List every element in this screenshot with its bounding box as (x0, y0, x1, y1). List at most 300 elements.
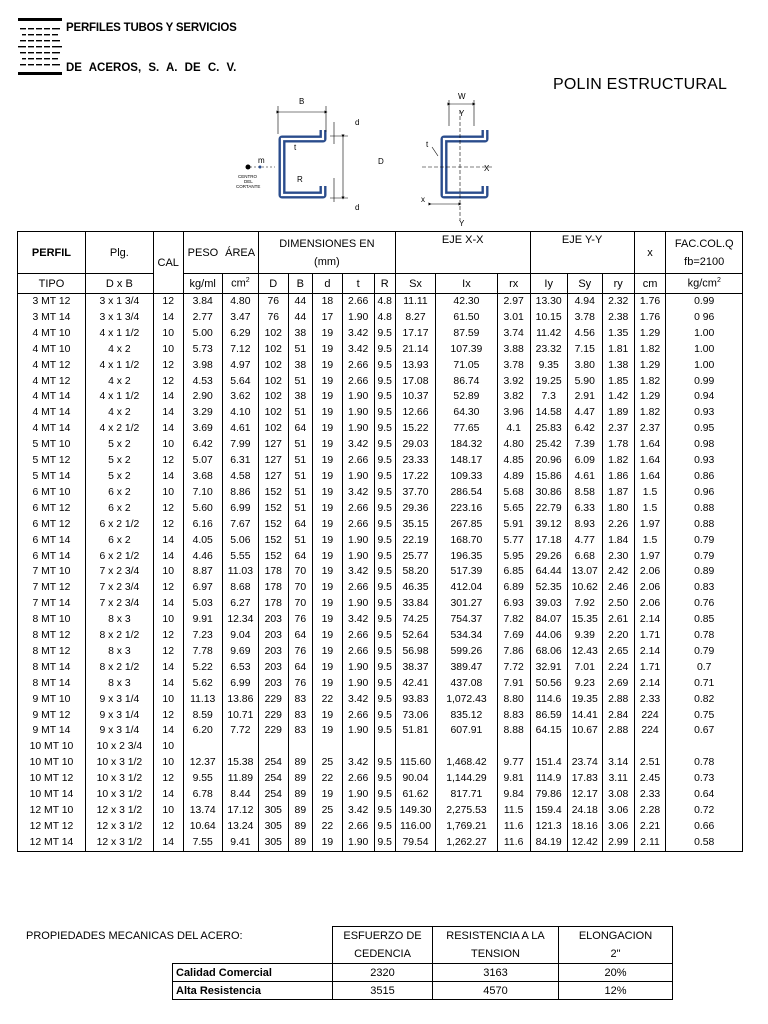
cell-R: 9.5 (374, 676, 395, 692)
cell-fac: 0 96 (666, 310, 743, 326)
cell-Sy: 23.74 (567, 755, 602, 771)
cell-rx: 9.77 (497, 755, 530, 771)
cell-D: 178 (258, 564, 288, 580)
cell-dxb: 4 x 2 (85, 405, 153, 421)
cell-B: 44 (288, 310, 312, 326)
cell-fac: 0.93 (666, 405, 743, 421)
cell-Sy: 10.67 (567, 723, 602, 739)
cell-x: 2.37 (634, 421, 666, 437)
cell-peso: 7.55 (183, 835, 222, 851)
cell-area: 5.55 (222, 549, 258, 565)
cell-t: 3.42 (342, 755, 374, 771)
cell-Sy: 4.77 (567, 533, 602, 549)
cell-D: 152 (258, 517, 288, 533)
cell-dxb: 8 x 2 1/2 (85, 628, 153, 644)
cell-fac: 0.75 (666, 708, 743, 724)
cell-B: 38 (288, 358, 312, 374)
cell-dxb: 12 x 3 1/2 (85, 819, 153, 835)
cell-area: 6.99 (222, 676, 258, 692)
cell-peso: 7.23 (183, 628, 222, 644)
cell-rx: 8.83 (497, 708, 530, 724)
dim-label-d-small-bottom: d (355, 203, 360, 212)
cell-area: 9.69 (222, 644, 258, 660)
cell-peso: 3.29 (183, 405, 222, 421)
cell-d: 19 (313, 708, 343, 724)
table-row (18, 644, 743, 660)
cell-area: 4.58 (222, 469, 258, 485)
mechanical-properties-table (172, 926, 673, 1000)
cell-d: 17 (313, 310, 343, 326)
cell-Sy: 7.39 (567, 437, 602, 453)
cell-area: 12.34 (222, 612, 258, 628)
cell-cal: 12 (153, 708, 183, 724)
cell-D: 305 (258, 819, 288, 835)
hdr-Sx: Sx (395, 274, 435, 294)
cell-tipo: 9 MT 10 (18, 692, 86, 708)
hdr-fac-line2: fb=2100 (684, 255, 725, 268)
cell-Sx: 15.22 (395, 421, 435, 437)
cell-Sy: 5.90 (567, 374, 602, 390)
cell-peso: 6.78 (183, 787, 222, 803)
cell-Ix: 223.16 (436, 501, 498, 517)
cell-ry: 1.38 (602, 358, 634, 374)
cell-ry: 2.30 (602, 549, 634, 565)
cell-d: 19 (313, 405, 343, 421)
hdr-fac (666, 232, 743, 274)
cell-rx: 5.65 (497, 501, 530, 517)
cell-dxb: 4 x 1 1/2 (85, 358, 153, 374)
cell-ry: 2.84 (602, 708, 634, 724)
table-row (18, 819, 743, 835)
cell-tipo: 9 MT 14 (18, 723, 86, 739)
cell-cal: 12 (153, 517, 183, 533)
cell-d: 19 (313, 596, 343, 612)
cell-ry: 3.06 (602, 803, 634, 819)
cell-Iy: 64.44 (530, 564, 567, 580)
cell-B: 70 (288, 596, 312, 612)
cell-ry: 2.42 (602, 564, 634, 580)
cell-D: 254 (258, 771, 288, 787)
cell-t: 1.90 (342, 405, 374, 421)
cell-Ix: 86.74 (436, 374, 498, 390)
cell-Ix: 754.37 (436, 612, 498, 628)
table-row (18, 549, 743, 565)
cell-ry: 1.80 (602, 501, 634, 517)
cell-d: 19 (313, 374, 343, 390)
cell-d: 19 (313, 517, 343, 533)
cell-rx: 4.80 (497, 437, 530, 453)
cell-Sy: 7.15 (567, 342, 602, 358)
cell-x: 224 (634, 708, 666, 724)
cell-x: 2.33 (634, 692, 666, 708)
cell-peso: 5.62 (183, 676, 222, 692)
cell-fac: 1.00 (666, 342, 743, 358)
cell-ry: 3.08 (602, 787, 634, 803)
cell-R: 4.8 (374, 294, 395, 310)
cell-x: 1.97 (634, 517, 666, 533)
company-name-line2: DE ACEROS, S. A. DE C. V. (66, 62, 237, 74)
cell-R: 9.5 (374, 564, 395, 580)
cell-Ix: 835.12 (436, 708, 498, 724)
cell-ry: 2.61 (602, 612, 634, 628)
cell-Sx: 61.62 (395, 787, 435, 803)
cell-tipo: 10 MT 14 (18, 787, 86, 803)
cell-t: 3.42 (342, 803, 374, 819)
cell-cal: 12 (153, 374, 183, 390)
cell-x: 2.06 (634, 580, 666, 596)
cell-D: 102 (258, 326, 288, 342)
cell-t (342, 739, 374, 755)
table-row (18, 660, 743, 676)
cell-dxb: 7 x 2 3/4 (85, 580, 153, 596)
cell-fac: 0.85 (666, 612, 743, 628)
axis-label-Y-bottom: Y (459, 219, 465, 228)
cell-tipo: 10 MT 10 (18, 755, 86, 771)
cell-D: 102 (258, 342, 288, 358)
cell-Ix: 64.30 (436, 405, 498, 421)
cell-peso: 3.98 (183, 358, 222, 374)
cell-cal: 14 (153, 405, 183, 421)
cell-R: 9.5 (374, 421, 395, 437)
hdr-x-unit: cm (634, 274, 666, 294)
cell-peso: 5.73 (183, 342, 222, 358)
cell-tipo: 3 MT 12 (18, 294, 86, 310)
cell-area: 7.72 (222, 723, 258, 739)
cell-fac: 0.76 (666, 596, 743, 612)
cell-d: 19 (313, 421, 343, 437)
cell-Sy: 4.47 (567, 405, 602, 421)
cell-area: 13.86 (222, 692, 258, 708)
document-title: POLIN ESTRUCTURAL (553, 76, 728, 93)
table-row (18, 342, 743, 358)
cell-Sx: 10.37 (395, 389, 435, 405)
cell-dxb: 4 x 1 1/2 (85, 326, 153, 342)
cell-Ix: 1,262.27 (436, 835, 498, 851)
cell-ry: 1.89 (602, 405, 634, 421)
cell-fac: 1.00 (666, 326, 743, 342)
cell-rx: 4.89 (497, 469, 530, 485)
cell-rx: 7.69 (497, 628, 530, 644)
cell-Ix: 412.04 (436, 580, 498, 596)
cell-Ix: 389.47 (436, 660, 498, 676)
cell-ry: 2.46 (602, 580, 634, 596)
cell-Ix: 599.26 (436, 644, 498, 660)
cell-cal: 12 (153, 644, 183, 660)
cell-tipo: 9 MT 12 (18, 708, 86, 724)
cell-x: 2.06 (634, 564, 666, 580)
cell-x: 2.21 (634, 819, 666, 835)
cell-d: 19 (313, 644, 343, 660)
props-hdr-tension (433, 927, 559, 964)
cell-tipo: 8 MT 10 (18, 612, 86, 628)
cell-d: 19 (313, 787, 343, 803)
cell-ry (602, 739, 634, 755)
cell-area: 13.24 (222, 819, 258, 835)
cell-d: 19 (313, 485, 343, 501)
cell-dxb: 7 x 2 3/4 (85, 596, 153, 612)
axis-label-Y: Y (459, 109, 465, 118)
cell-tipo: 7 MT 12 (18, 580, 86, 596)
cell-fac: 0.73 (666, 771, 743, 787)
hdr-dimensiones (258, 232, 395, 274)
cell-Sx: 73.06 (395, 708, 435, 724)
cell-dxb: 6 x 2 (85, 485, 153, 501)
cell-dxb: 12 x 3 1/2 (85, 803, 153, 819)
props-hdr-cedencia-line: ESFUERZO DE (343, 930, 422, 942)
cell-t: 2.66 (342, 374, 374, 390)
cell-area: 7.12 (222, 342, 258, 358)
cell-Iy: 29.26 (530, 549, 567, 565)
cell-t: 2.66 (342, 628, 374, 644)
cell-Iy: 159.4 (530, 803, 567, 819)
cell-Sx: 116.00 (395, 819, 435, 835)
cell-peso: 11.13 (183, 692, 222, 708)
cell-R: 9.5 (374, 819, 395, 835)
dim-label-x: x (421, 195, 425, 204)
cell-t: 1.90 (342, 787, 374, 803)
hdr-eje-xx: EJE X-X (395, 232, 530, 274)
cell-x: 1.71 (634, 628, 666, 644)
cell-Ix: 267.85 (436, 517, 498, 533)
cell-B: 83 (288, 708, 312, 724)
cell-x: 1.64 (634, 469, 666, 485)
cell-d (313, 739, 343, 755)
cell-area: 4.80 (222, 294, 258, 310)
kgcm2-text: kg/cm (687, 277, 717, 290)
cell-peso: 12.37 (183, 755, 222, 771)
cell-t: 2.66 (342, 771, 374, 787)
cell-Iy: 15.86 (530, 469, 567, 485)
hdr-D: D (258, 274, 288, 294)
dim-label-t2: t (426, 140, 429, 149)
cell-Sx: 58.20 (395, 564, 435, 580)
cell-x: 1.64 (634, 437, 666, 453)
cell-peso (183, 739, 222, 755)
cell-B: 89 (288, 771, 312, 787)
cell-dxb: 6 x 2 1/2 (85, 549, 153, 565)
cell-fac: 0.78 (666, 628, 743, 644)
cell-cal: 12 (153, 501, 183, 517)
cell-Sx: 90.04 (395, 771, 435, 787)
cell-D: 178 (258, 596, 288, 612)
cell-tipo: 4 MT 14 (18, 389, 86, 405)
cell-R: 9.5 (374, 326, 395, 342)
table-row (18, 501, 743, 517)
cell-rx: 3.74 (497, 326, 530, 342)
props-hdr-elongacion-line: ELONGACION (578, 930, 653, 942)
props-hdr-tension-line: TENSION (471, 948, 520, 960)
cell-t: 2.66 (342, 501, 374, 517)
cell-Sx (395, 739, 435, 755)
cell-peso: 2.90 (183, 389, 222, 405)
cell-d: 19 (313, 676, 343, 692)
props-label: Calidad Comercial (173, 964, 333, 982)
cell-Sy: 14.41 (567, 708, 602, 724)
cell-t: 2.66 (342, 708, 374, 724)
cell-Sy: 12.43 (567, 644, 602, 660)
cell-Ix: 607.91 (436, 723, 498, 739)
table-row (18, 310, 743, 326)
dim-label-t: t (294, 143, 297, 152)
cell-d: 19 (313, 469, 343, 485)
cell-x: 1.5 (634, 533, 666, 549)
hdr-B: B (288, 274, 312, 294)
cell-peso: 4.46 (183, 549, 222, 565)
cell-Sx: 149.30 (395, 803, 435, 819)
table-row (18, 358, 743, 374)
cell-t: 1.90 (342, 835, 374, 851)
cell-area: 9.41 (222, 835, 258, 851)
cell-t: 1.90 (342, 310, 374, 326)
cell-Sx: 33.84 (395, 596, 435, 612)
cell-t: 3.42 (342, 564, 374, 580)
cell-Sx: 35.15 (395, 517, 435, 533)
cell-t: 1.90 (342, 676, 374, 692)
cell-Ix: 87.59 (436, 326, 498, 342)
cell-peso: 13.74 (183, 803, 222, 819)
cell-Iy: 121.3 (530, 819, 567, 835)
cell-R: 9.5 (374, 517, 395, 533)
cell-dxb: 8 x 3 (85, 612, 153, 628)
table-row (18, 485, 743, 501)
cell-D: 127 (258, 453, 288, 469)
cell-fac: 0.83 (666, 580, 743, 596)
cell-rx: 6.93 (497, 596, 530, 612)
cell-cal: 10 (153, 437, 183, 453)
cell-dxb: 4 x 2 1/2 (85, 421, 153, 437)
hdr-t: t (342, 274, 374, 294)
cell-B: 70 (288, 580, 312, 596)
cell-peso: 4.53 (183, 374, 222, 390)
cell-R: 9.5 (374, 342, 395, 358)
cell-d: 19 (313, 533, 343, 549)
cell-x (634, 739, 666, 755)
cell-Ix: 42.30 (436, 294, 498, 310)
cell-area: 9.04 (222, 628, 258, 644)
hdr-cal: CAL (153, 232, 183, 294)
cell-cal: 10 (153, 739, 183, 755)
cell-x: 2.14 (634, 644, 666, 660)
cell-R: 9.5 (374, 405, 395, 421)
cell-x: 2.51 (634, 755, 666, 771)
cell-d: 19 (313, 326, 343, 342)
cell-R: 9.5 (374, 660, 395, 676)
cell-rx: 7.86 (497, 644, 530, 660)
cell-peso: 2.77 (183, 310, 222, 326)
cell-ry: 2.99 (602, 835, 634, 851)
props-value: 4570 (433, 982, 559, 1000)
cell-area: 5.06 (222, 533, 258, 549)
cell-dxb: 9 x 3 1/4 (85, 708, 153, 724)
cell-tipo: 10 MT 10 (18, 739, 86, 755)
cell-Sx: 29.36 (395, 501, 435, 517)
cell-Sy: 17.83 (567, 771, 602, 787)
cell-Ix: 77.65 (436, 421, 498, 437)
cell-Ix: 71.05 (436, 358, 498, 374)
cell-x: 1.29 (634, 389, 666, 405)
channel-section-diagram (230, 92, 510, 232)
props-label: Alta Resistencia (173, 982, 333, 1000)
cell-peso: 3.68 (183, 469, 222, 485)
cell-dxb: 5 x 2 (85, 469, 153, 485)
cell-fac: 0.66 (666, 819, 743, 835)
cell-D: 203 (258, 676, 288, 692)
cell-area (222, 739, 258, 755)
cell-Ix: 168.70 (436, 533, 498, 549)
cell-peso: 5.07 (183, 453, 222, 469)
cell-Iy: 44.06 (530, 628, 567, 644)
table-row (18, 723, 743, 739)
cell-cal: 12 (153, 453, 183, 469)
cell-t: 1.90 (342, 549, 374, 565)
cell-rx: 7.91 (497, 676, 530, 692)
cell-fac: 0.88 (666, 501, 743, 517)
cell-R: 9.5 (374, 771, 395, 787)
cell-Sx: 37.70 (395, 485, 435, 501)
cell-Sy: 3.78 (567, 310, 602, 326)
hdr-d: d (313, 274, 343, 294)
cell-Iy: 32.91 (530, 660, 567, 676)
cell-peso: 8.59 (183, 708, 222, 724)
cell-t: 1.90 (342, 533, 374, 549)
cell-Iy: 22.79 (530, 501, 567, 517)
cell-dxb: 6 x 2 1/2 (85, 517, 153, 533)
cell-Sy: 6.68 (567, 549, 602, 565)
cell-rx: 6.85 (497, 564, 530, 580)
table-row (18, 787, 743, 803)
cell-ry: 2.69 (602, 676, 634, 692)
cell-tipo: 6 MT 10 (18, 485, 86, 501)
cell-d: 19 (313, 723, 343, 739)
cell-dxb: 3 x 1 3/4 (85, 294, 153, 310)
table-row (18, 517, 743, 533)
cell-Sy: 6.09 (567, 453, 602, 469)
cell-t: 2.66 (342, 294, 374, 310)
cell-ry: 1.81 (602, 342, 634, 358)
cell-fac: 0.79 (666, 549, 743, 565)
cell-Sy: 9.39 (567, 628, 602, 644)
cell-tipo: 6 MT 12 (18, 501, 86, 517)
cell-Sx: 74.25 (395, 612, 435, 628)
cell-dxb: 8 x 3 (85, 644, 153, 660)
cell-Ix: 1,468.42 (436, 755, 498, 771)
cell-D: 305 (258, 835, 288, 851)
cell-rx: 5.91 (497, 517, 530, 533)
cell-t: 3.42 (342, 485, 374, 501)
cell-d: 19 (313, 835, 343, 851)
props-value: 3515 (333, 982, 433, 1000)
cell-cal: 14 (153, 676, 183, 692)
cell-Sy: 12.17 (567, 787, 602, 803)
cell-ry: 1.78 (602, 437, 634, 453)
dim-label-W: W (458, 92, 466, 101)
cell-area: 7.67 (222, 517, 258, 533)
cell-B: 51 (288, 437, 312, 453)
cell-B: 38 (288, 389, 312, 405)
cell-Iy: 13.30 (530, 294, 567, 310)
cell-D (258, 739, 288, 755)
cell-t: 1.90 (342, 596, 374, 612)
cell-area: 7.99 (222, 437, 258, 453)
centro-label-3: CORTANTE (236, 184, 261, 189)
cell-B: 89 (288, 803, 312, 819)
table-row (18, 596, 743, 612)
company-name-line1: PERFILES TUBOS Y SERVICIOS (66, 22, 237, 34)
axis-label-X: X (484, 164, 490, 173)
cell-t: 2.66 (342, 819, 374, 835)
cell-dxb: 12 x 3 1/2 (85, 835, 153, 851)
cell-Ix: 1,144.29 (436, 771, 498, 787)
